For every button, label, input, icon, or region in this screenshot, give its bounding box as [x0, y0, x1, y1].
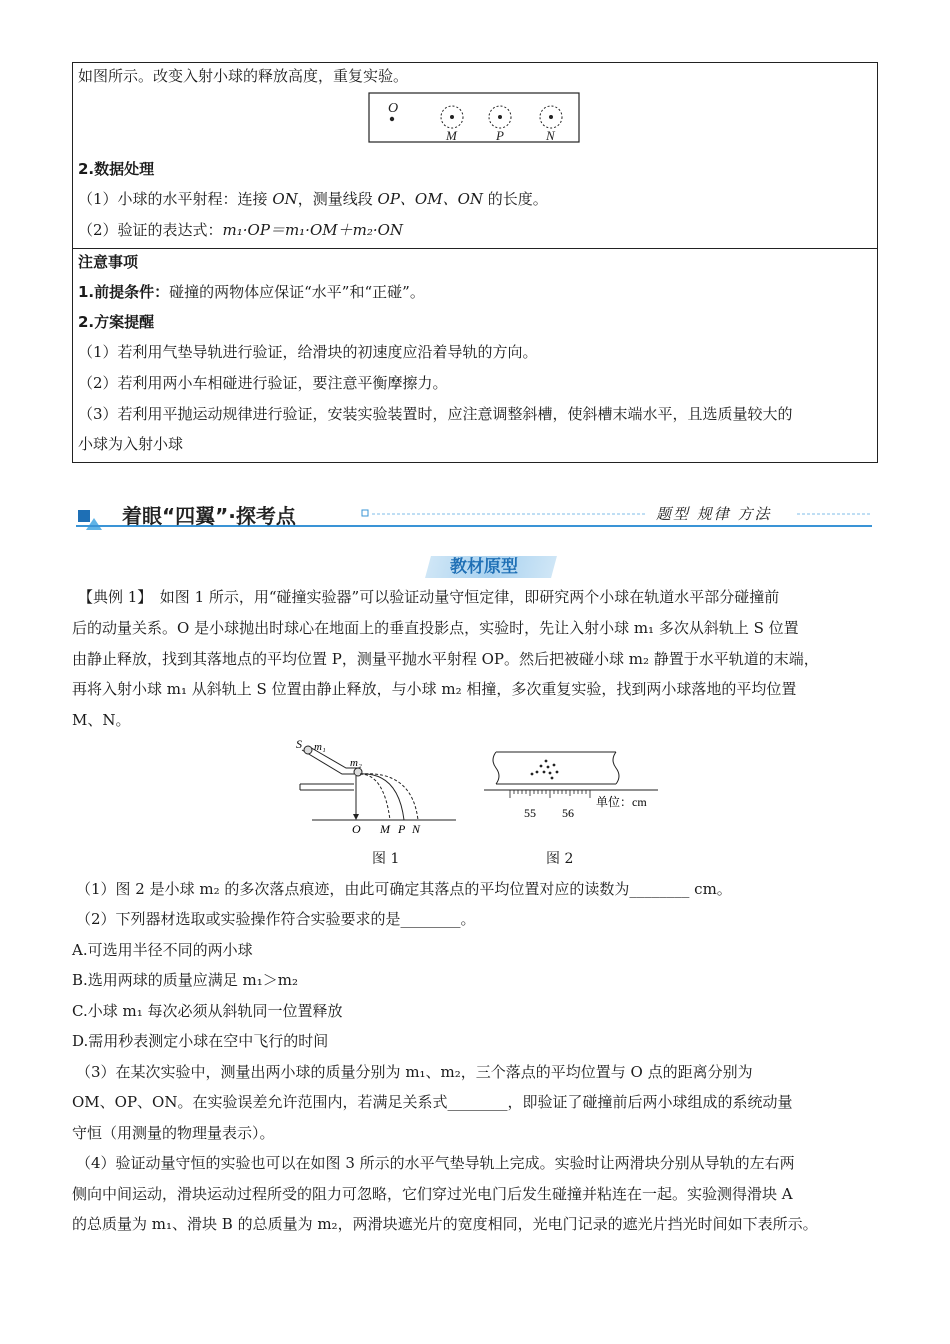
note-2-heading: 2.方案提醒: [78, 313, 155, 331]
option-d: D.需用秒表测定小球在空中飞行的时间: [72, 1032, 329, 1050]
fig1-label-o: O: [352, 822, 361, 836]
question-1: （1）图 2 是小球 m₂ 的多次落点痕迹，由此可确定其落点的平均位置对应的读数为________ cm。: [76, 880, 732, 898]
question-3-line-2: OM、OP、ON。在实验误差允许范围内，若满足关系式________，即验证了碰撞前后两小球组成的系统动量: [72, 1093, 793, 1111]
procedure-line: 如图所示。改变入射小球的释放高度，重复实验。: [78, 67, 409, 85]
label-n: N: [546, 128, 555, 143]
fig2-tick-55: 55: [524, 806, 536, 820]
fig2-unit: 单位：cm: [596, 795, 647, 809]
figure-1-caption: 图 1: [372, 851, 400, 867]
option-b: B.选用两球的质量应满足 m₁＞m₂: [72, 971, 299, 989]
fig1-label-n: N: [412, 822, 421, 836]
question-2: （2）下列器材选取或实验操作符合实验要求的是________。: [76, 910, 476, 928]
question-4-line-2: 侧向中间运动，滑块运动过程所受的阻力可忽略，它们穿过光电门后发生碰撞并粘连在一起。实验测得滑块 A: [72, 1185, 793, 1203]
fig1-label-p: P: [398, 822, 406, 836]
banner-title: 着眼“四翼”·探考点: [122, 504, 296, 528]
figure-2: [484, 748, 660, 826]
example-line-2: 后的动量关系。O 是小球抛出时球心在地面上的垂直投影点，实验时，先让入射小球 m₁ 多次从斜轨上 S 位置: [72, 619, 799, 637]
note-2-2: （2）若利用两小车相碰进行验证，要注意平衡摩擦力。: [78, 374, 448, 392]
question-4-line-3: 的总质量为 m₁、滑块 B 的总质量为 m₂，两滑块遮光片的宽度相同，光电门记录的遮光片挡光时间如下表所示。: [72, 1215, 818, 1233]
option-a: A.可选用半径不同的两小球: [72, 941, 253, 959]
example-line-5: M、N。: [72, 711, 131, 729]
option-c: C.小球 m₁ 每次必须从斜轨同一位置释放: [72, 1002, 343, 1020]
label-p: P: [496, 128, 504, 143]
fig1-label-m1: m₁: [314, 741, 326, 753]
point-o: [390, 117, 394, 121]
label-o: O: [388, 101, 399, 116]
banner-right: 题型 规律 方法: [656, 505, 772, 523]
fig1-label-s: S: [296, 737, 302, 751]
fig2-tick-56: 56: [562, 806, 574, 820]
landing-points-diagram: [368, 92, 582, 144]
fig1-label-m: M: [380, 822, 390, 836]
data-processing-heading: 2.数据处理: [78, 160, 155, 178]
example-line-4: 再将入射小球 m₁ 从斜轨上 S 位置由静止释放，与小球 m₂ 相撞，多次重复实验，找到两小球落地的平均位置: [72, 680, 797, 698]
example-line-1: 【典例 1】 如图 1 所示，用“碰撞实验器”可以验证动量守恒定律，即研究两个小球在轨道水平部分碰撞前: [78, 588, 780, 606]
question-4-line-1: （4）验证动量守恒的实验也可以在如图 3 所示的水平气垫导轨上完成。实验时让两滑块分别从导轨的左右两: [76, 1154, 795, 1172]
note-2-3b: 小球为入射小球: [78, 435, 184, 453]
note-2-1: （1）若利用气垫导轨进行验证，给滑块的初速度应沿着导轨的方向。: [78, 343, 538, 361]
item-2: （2）验证的表达式：m₁·OP＝m₁·OM＋m₂·ON: [78, 221, 404, 239]
figure-1: [294, 736, 464, 840]
note-1: 1.前提条件：碰撞的两物体应保证“水平”和“正碰”。: [78, 283, 425, 301]
note-2-3a: （3）若利用平抛运动规律进行验证，安装实验装置时，应注意调整斜槽，使斜槽末端水平，且选质量较大的: [78, 405, 793, 423]
question-3-line-1: （3）在某次实验中，测量出两小球的质量分别为 m₁、m₂，三个落点的平均位置与 O 点的距离分别为: [76, 1063, 753, 1081]
example-line-3: 由静止释放，找到其落地点的平均位置 P，测量平抛水平射程 OP。然后把被碰小球 m₂ 静置于水平轨道的末端，: [72, 650, 819, 668]
item-1: （1）小球的水平射程：连接 ON，测量线段 OP、OM、ON 的长度。: [78, 190, 548, 208]
landing-marks: [531, 760, 559, 780]
label-m: M: [446, 128, 457, 143]
section-tag-label: 教材原型: [450, 557, 518, 577]
question-3-line-3: 守恒（用测量的物理量表示）。: [72, 1124, 275, 1142]
figure-2-caption: 图 2: [546, 851, 574, 867]
fig1-label-m2: m₂: [350, 757, 362, 769]
notes-title: 注意事项: [78, 253, 139, 271]
